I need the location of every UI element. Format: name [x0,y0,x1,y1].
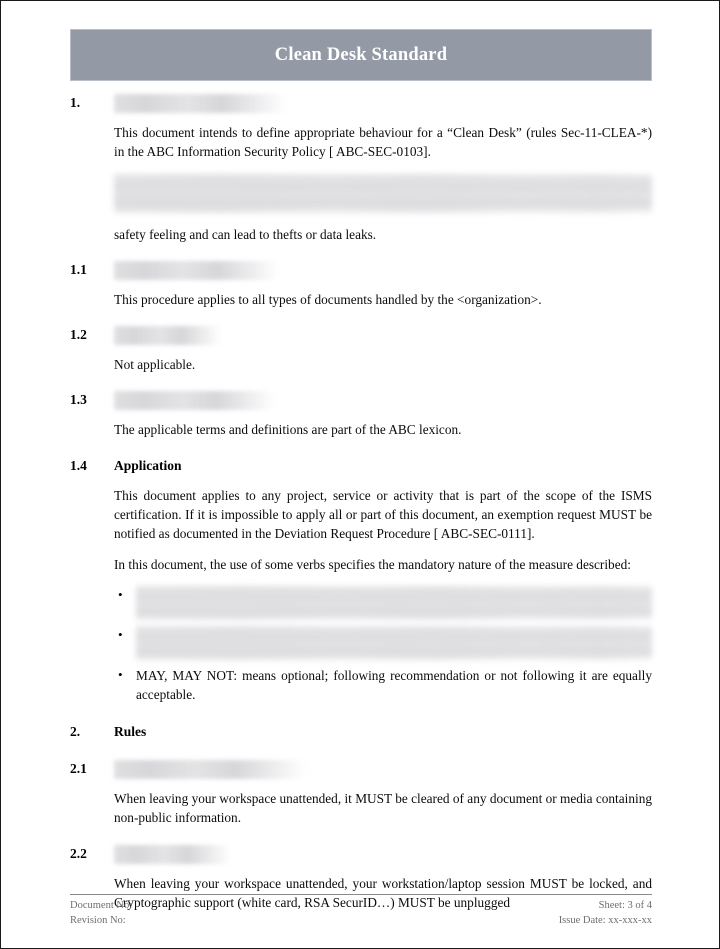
paragraph: The applicable terms and definitions are part of the ABC lexicon. [114,422,462,438]
section [70,759,652,828]
redacted-bullet-text [136,586,652,620]
page-footer [70,894,652,928]
redacted-heading [114,845,233,864]
redacted-paragraph [114,174,652,213]
section-number: 1.4 [70,457,87,473]
section-number: 1.3 [70,392,87,408]
paragraph: This document intends to define appropriate behaviour for a “Clean Desk” (rules Sec-11-CLEA-*) in the ABC Information Security Policy [ ABC-SEC-0103]. [114,125,652,160]
footer-revision-no-label: Revision No: [70,915,126,927]
footer-issue-date: Issue Date: xx-xxx-xx [558,915,652,927]
redacted-heading [114,94,289,113]
footer-document-no-label: Document No: [70,900,133,911]
document-body [70,93,652,912]
section-heading: Application [114,457,182,473]
section [70,722,652,743]
section [70,260,652,309]
paragraph: This procedure applies to all types of documents handled by the <organization>. [114,291,542,307]
page-inner [1,1,719,948]
section-heading-row [70,260,652,281]
bullet-item [114,586,652,620]
redacted-heading [114,760,309,779]
paragraph: Not applicable. [114,357,196,373]
section-heading-row [70,844,652,865]
footer-left [70,898,132,928]
section [70,390,652,439]
bullet-point-icon: • [118,626,123,642]
section [70,325,652,374]
paragraph: This document applies to any project, service or activity that is part of the scope of the ISMS certification. If it is impossible to apply all or part of this document, an exemption request MUST be notified as documented in the Deviation Request Procedure [ ABC-SEC-0111]. [114,487,652,542]
paragraph: When leaving your workspace unattended, it MUST be cleared of any document or media containing non-public information. [114,791,652,826]
section [70,456,652,705]
bullet-item [114,666,652,705]
redacted-heading [114,391,278,410]
paragraph: When leaving your workspace unattended, your workstation/laptop session MUST be locked, and Cryptographic support (white card, RSA SecurID…) MUST be unplugged [114,875,652,910]
section-number: 1.2 [70,327,87,343]
bullet-item [114,626,652,660]
bullet-point-icon: • [118,666,123,682]
section-heading-row [70,325,652,346]
section-number: 1.1 [70,261,87,277]
section-heading-row [70,93,652,114]
section-heading-row [70,722,652,743]
redacted-bullet-text [136,626,652,660]
section-heading-row [70,390,652,411]
paragraph: In this document, the use of some verbs specifies the mandatory nature of the measure described: [114,557,631,573]
redacted-heading [114,261,281,280]
footer-right [559,898,652,928]
section-heading-row [70,759,652,780]
section-number: 2.2 [70,845,87,861]
document-title-banner [70,29,652,81]
redacted-heading [114,326,223,345]
section-heading: Rules [114,724,147,740]
section-number: 2. [70,724,81,740]
section-number: 1. [70,95,81,110]
footer-sheet-number: Sheet: 3 of 4 [598,900,652,911]
bullet-text: MAY, MAY NOT: means optional; following recommendation or not following it are equally acceptable. [136,667,652,702]
section-heading-row [70,456,652,477]
paragraph: safety feeling and can lead to thefts or data leaks. [114,226,377,242]
section [70,93,652,244]
bullet-point-icon: • [118,586,123,602]
page-title: Clean Desk Standard [274,44,448,65]
section-number: 2.1 [70,761,87,777]
